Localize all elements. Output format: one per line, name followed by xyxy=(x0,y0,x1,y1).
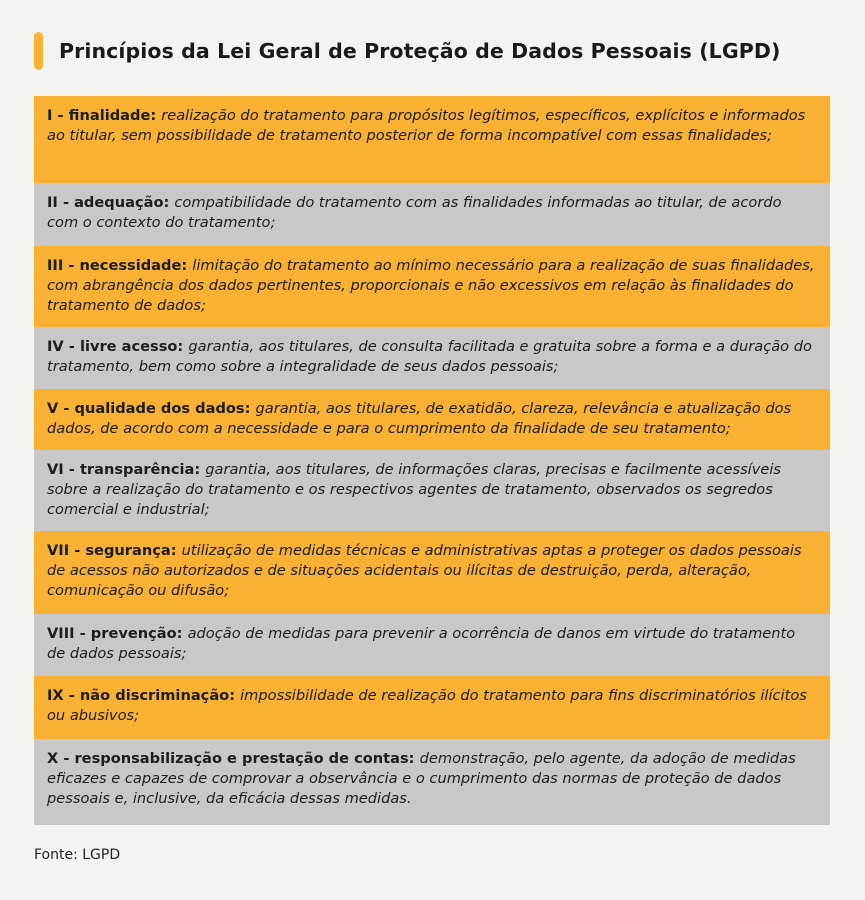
principle-label: VI - transparência: xyxy=(47,461,206,478)
principle-text: realização do tratamento para propósitos legítimos, específicos, explícitos e informados ao titular, sem possibilidade de tratamento posterior de forma incompatível com essas finalidades; xyxy=(47,107,806,144)
principle-text: garantia, aos titulares, de consulta facilitada e gratuita sobre a forma e a duração do tratamento, bem como sobre a integralidade de seus dados pessoais; xyxy=(47,338,812,375)
principle-row xyxy=(34,96,830,183)
principles-table xyxy=(34,96,830,825)
principle-label: II - adequação: xyxy=(47,194,175,211)
principle-text: garantia, aos titulares, de informações claras, precisas e facilmente acessíveis sobre a realização do tratamento e os respectivos agentes de tratamento, observados os segredos comercial e industrial; xyxy=(47,461,781,518)
principle-label: VIII - prevenção: xyxy=(47,625,188,642)
page-title: Princípios da Lei Geral de Proteção de Dados Pessoais (LGPD) xyxy=(59,39,781,63)
source-note: Fonte: LGPD xyxy=(34,847,121,863)
principle-label: III - necessidade: xyxy=(47,257,193,274)
principle-text: demonstração, pelo agente, da adoção de medidas eficazes e capazes de comprovar a observância e o cumprimento das normas de proteção de dados pessoais e, inclusive, da eficácia dessas medidas. xyxy=(47,750,796,807)
header xyxy=(34,32,780,70)
principle-row xyxy=(34,739,830,825)
principle-text: garantia, aos titulares, de exatidão, clareza, relevância e atualização dos dados, de acordo com a necessidade e para o cumprimento da finalidade de seu tratamento; xyxy=(47,400,792,437)
accent-bar xyxy=(34,32,43,70)
principle-text: impossibilidade de realização do tratamento para fins discriminatórios ilícitos ou abusivos; xyxy=(47,687,807,724)
principle-row xyxy=(34,450,830,531)
principle-text: utilização de medidas técnicas e administrativas aptas a proteger os dados pessoais de acessos não autorizados e de situações acidentais ou ilícitas de destruição, perda, alteração, comunicação ou difusão; xyxy=(47,542,802,599)
principle-text: limitação do tratamento ao mínimo necessário para a realização de suas finalidades, com abrangência dos dados pertinentes, proporcionais e não excessivos em relação às finalidades do tratamento de dados; xyxy=(47,257,815,314)
principle-row xyxy=(34,389,830,450)
principle-text: compatibilidade do tratamento com as finalidades informadas ao titular, de acordo com o contexto do tratamento; xyxy=(47,194,782,231)
principle-row xyxy=(34,246,830,327)
principle-row xyxy=(34,327,830,389)
principle-label: IV - livre acesso: xyxy=(47,338,189,355)
principle-row xyxy=(34,614,830,676)
principle-label: V - qualidade dos dados: xyxy=(47,400,256,417)
principle-row xyxy=(34,183,830,246)
principle-row xyxy=(34,531,830,614)
principle-label: IX - não discriminação: xyxy=(47,687,241,704)
principle-label: I - finalidade: xyxy=(47,107,162,124)
principle-label: X - responsabilização e prestação de contas: xyxy=(47,750,420,767)
principle-text: adoção de medidas para prevenir a ocorrência de danos em virtude do tratamento de dados pessoais; xyxy=(47,625,796,662)
principle-label: VII - segurança: xyxy=(47,542,182,559)
principle-row xyxy=(34,676,830,739)
